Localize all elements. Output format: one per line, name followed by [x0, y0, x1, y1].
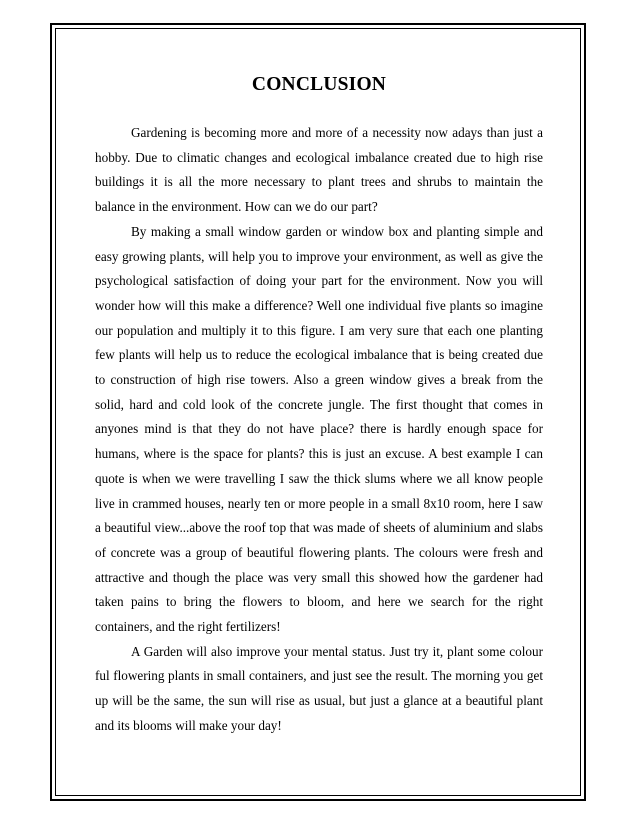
paragraph-mental-status: A Garden will also improve your mental status. Just try it, plant some colour ful flowering plants in small containers, and just see the result. The morning you get up will be the same, the sun will rise as usual, but just a glance at a beautiful plant and its blooms will make your day!: [95, 643, 543, 733]
paragraph-window-garden: By making a small window garden or window box and planting simple and easy growing plants, will help you to improve your environment, as well as give the psychological satisfaction of doing your part for the environment. Now you will wonder how will this make a difference? Well one individual five plants so imagine our population and multiply it to this figure. I am very sure that each one planting few plants will help us to reduce the ecological imbalance that is being created due to construction of high rise towers. Also a green window gives a break from the solid, hard and cold look of the concrete jungle. The first thought that comes in anyones mind is that they do not have place? there is hardly enough space for humans, where is the space for plants? this is just an excuse. A best example I can quote is when we were travelling I saw the thick slums where we all know people live in crammed houses, nearly ten or more people in a small 8x10 room, here I saw a beautiful view...above the roof top that was made of sheets of aluminium and slabs of concrete was a group of beautiful flowering plants. The colours were fresh and attractive and though the place was very small this showed how the gardener had taken pains to bring the flowers to bloom, and here we search for the right containers, and the right fertilizers!: [95, 223, 543, 635]
paragraph-intro: Gardening is becoming more and more of a necessity now adays than just a hobby. Due to climatic changes and ecological imbalance created due to high rise buildings it is all the more necessary to plant trees and shrubs to maintain the balance in the environment. How can we do our part?: [95, 125, 543, 215]
page-title: CONCLUSION: [251, 74, 387, 95]
document-body: [95, 70, 543, 739]
